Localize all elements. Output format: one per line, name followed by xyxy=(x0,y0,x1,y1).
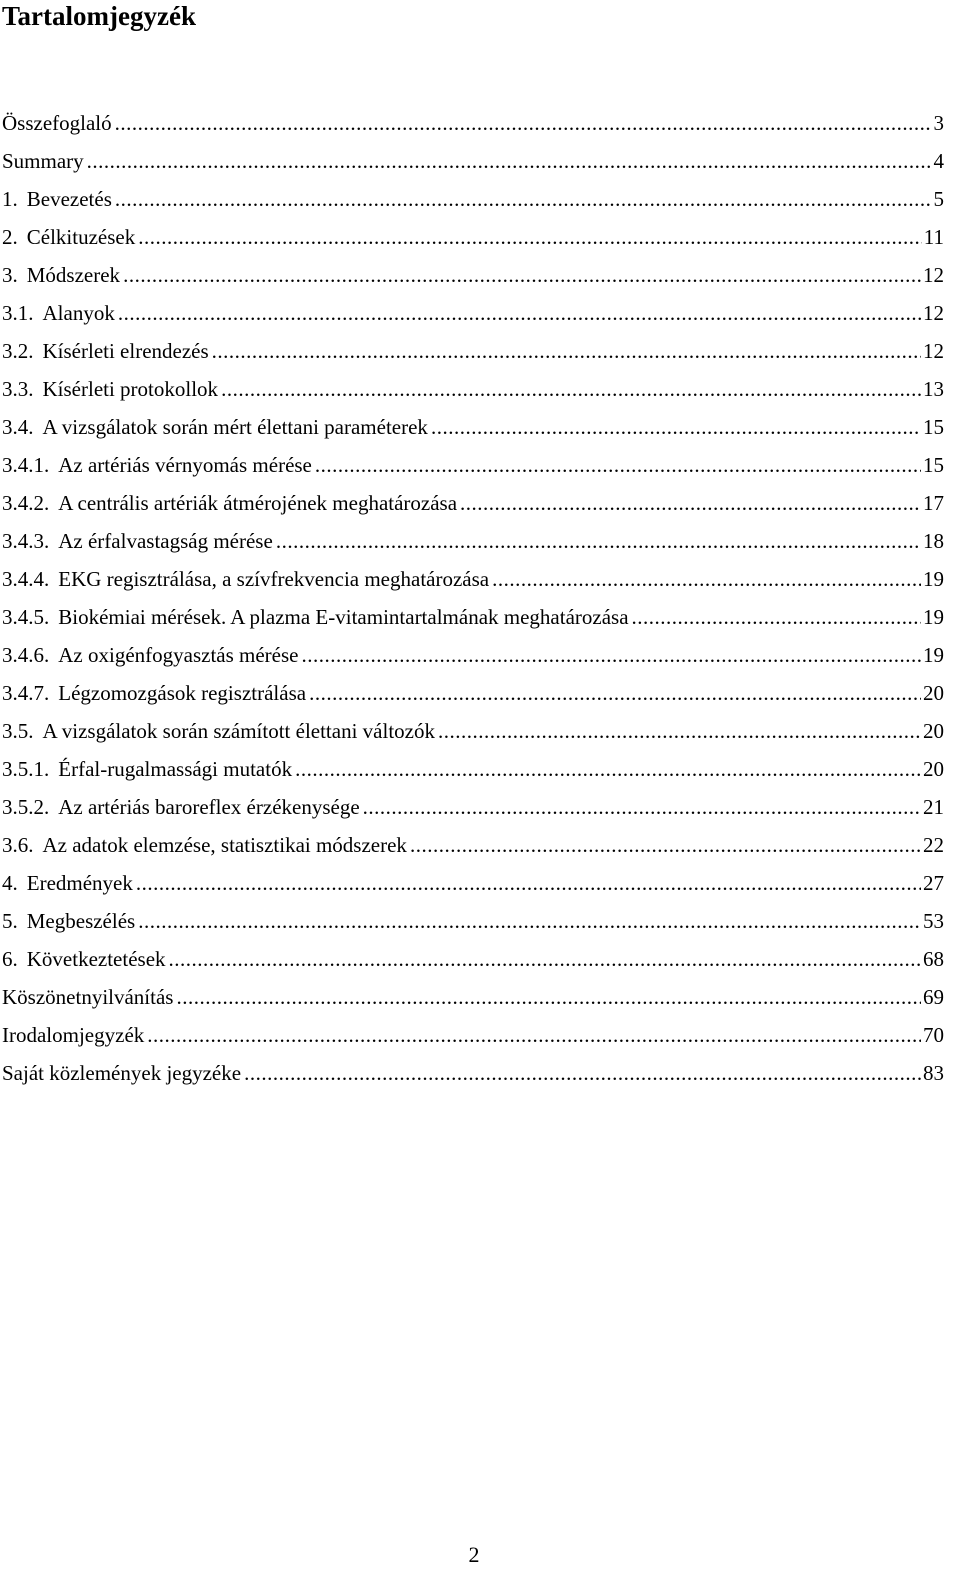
toc-entry-title: Eredmények xyxy=(26,871,133,895)
toc-entry[interactable] xyxy=(2,940,944,978)
toc-entry-number: 3.6. xyxy=(2,833,34,857)
toc-entry-page: 83 xyxy=(923,1061,944,1085)
toc-entry-number: 3.4.4. xyxy=(2,567,50,591)
toc-entry-page: 21 xyxy=(923,795,944,819)
toc-entry-label xyxy=(2,484,457,522)
toc-entry-label xyxy=(2,902,135,940)
toc-dot-leader xyxy=(431,408,921,446)
toc-entry[interactable] xyxy=(2,104,944,142)
toc-entry-page: 15 xyxy=(923,415,944,439)
toc-entry-label xyxy=(2,750,292,788)
toc-entry[interactable] xyxy=(2,712,944,750)
toc-entry-number: 3.1. xyxy=(2,301,34,325)
toc-entry-label xyxy=(2,142,84,180)
toc-entry-label xyxy=(2,218,135,256)
toc-entry[interactable] xyxy=(2,294,944,332)
toc-entry-page: 13 xyxy=(923,377,944,401)
toc-entry[interactable] xyxy=(2,978,944,1016)
toc-entry-page: 3 xyxy=(933,111,944,135)
toc-entry-label xyxy=(2,712,435,750)
toc-entry-title: Alanyok xyxy=(42,301,115,325)
toc-entry-title: Az oxigénfogyasztás mérése xyxy=(58,643,299,667)
toc-entry[interactable] xyxy=(2,788,944,826)
toc-entry-title: Summary xyxy=(2,149,84,173)
toc-dot-leader xyxy=(138,218,922,256)
toc-entry-title: Célkituzések xyxy=(26,225,136,249)
toc-entry[interactable] xyxy=(2,484,944,522)
toc-entry-page: 20 xyxy=(923,719,944,743)
toc-entry-label xyxy=(2,864,133,902)
toc-dot-leader xyxy=(309,674,921,712)
toc-entry-title: Bevezetés xyxy=(26,187,112,211)
toc-entry-title: Az érfalvastagság mérése xyxy=(58,529,273,553)
toc-entry-number: 2. xyxy=(2,225,18,249)
toc-entry[interactable] xyxy=(2,560,944,598)
toc-entry-label xyxy=(2,598,629,636)
page-number: 2 xyxy=(468,1542,480,1567)
toc-dot-leader xyxy=(460,484,921,522)
toc-entry-label xyxy=(2,332,209,370)
toc-entry-title: Módszerek xyxy=(26,263,121,287)
toc-dot-leader xyxy=(438,712,921,750)
toc-entry[interactable] xyxy=(2,636,944,674)
toc-dot-leader xyxy=(138,902,921,940)
toc-entry-title: A centrális artériák átmérojének meghatározása xyxy=(58,491,458,515)
toc-dot-leader xyxy=(302,636,922,674)
toc-dot-leader xyxy=(221,370,921,408)
toc-entry-title: Saját közlemények jegyzéke xyxy=(2,1061,242,1085)
toc-entry-page: 5 xyxy=(933,187,944,211)
toc-entry-title: Az artériás vérnyomás mérése xyxy=(58,453,312,477)
toc-entry-label xyxy=(2,636,299,674)
toc-entry-title: Légzomozgások regisztrálása xyxy=(58,681,307,705)
toc-entry-label xyxy=(2,560,489,598)
toc-dot-leader xyxy=(136,864,921,902)
toc-entry[interactable] xyxy=(2,370,944,408)
toc-entry-page: 68 xyxy=(923,947,944,971)
toc-entry[interactable] xyxy=(2,902,944,940)
toc-entry-number: 3.4.7. xyxy=(2,681,50,705)
toc-entry-label xyxy=(2,104,112,142)
toc-entry-page: 4 xyxy=(933,149,944,173)
toc-entry[interactable] xyxy=(2,826,944,864)
toc-entry[interactable] xyxy=(2,522,944,560)
toc-entry[interactable] xyxy=(2,1054,944,1092)
toc-entry-page: 19 xyxy=(923,643,944,667)
toc-entry-page: 12 xyxy=(923,263,944,287)
toc-dot-leader xyxy=(147,1016,921,1054)
toc-dot-leader xyxy=(244,1054,921,1092)
toc-entry-number: 1. xyxy=(2,187,18,211)
toc-dot-leader xyxy=(315,446,921,484)
toc-dot-leader xyxy=(276,522,921,560)
toc-entry-title: Érfal-rugalmassági mutatók xyxy=(58,757,293,781)
toc-entry-title: Irodalomjegyzék xyxy=(2,1023,145,1047)
toc-entry-number: 5. xyxy=(2,909,18,933)
toc-entry[interactable] xyxy=(2,750,944,788)
toc-dot-leader xyxy=(363,788,921,826)
toc-dot-leader xyxy=(176,978,921,1016)
toc-entry-title: Az adatok elemzése, statisztikai módszerek xyxy=(42,833,407,857)
toc-entry-page: 20 xyxy=(923,681,944,705)
toc-entry-label xyxy=(2,446,312,484)
toc-entry-number: 3.4.3. xyxy=(2,529,50,553)
toc-entry-label xyxy=(2,1016,144,1054)
toc-entry-page: 22 xyxy=(923,833,944,857)
toc-entry[interactable] xyxy=(2,218,944,256)
toc-entry-number: 4. xyxy=(2,871,18,895)
toc-entry[interactable] xyxy=(2,674,944,712)
toc-entry-number: 3.5.1. xyxy=(2,757,50,781)
toc-entry-page: 12 xyxy=(923,301,944,325)
toc-dot-leader xyxy=(115,104,932,142)
toc-dot-leader xyxy=(295,750,921,788)
toc-dot-leader xyxy=(123,256,921,294)
toc-entry-label xyxy=(2,788,360,826)
toc-entry-label xyxy=(2,408,428,446)
toc-entry-label xyxy=(2,674,306,712)
toc-entry-number: 3.4.2. xyxy=(2,491,50,515)
toc-entry-number: 3.4.6. xyxy=(2,643,50,667)
toc-entry-title: Köszönetnyilvánítás xyxy=(2,985,174,1009)
toc-entry-page: 27 xyxy=(923,871,944,895)
toc-entry-title: Következtetések xyxy=(26,947,166,971)
toc-dot-leader xyxy=(118,294,921,332)
toc-entry[interactable] xyxy=(2,332,944,370)
toc-dot-leader xyxy=(87,142,932,180)
toc-entry-number: 3.4. xyxy=(2,415,34,439)
page-title: Tartalomjegyzék xyxy=(2,1,196,31)
toc-entry-title: Kísérleti elrendezés xyxy=(42,339,209,363)
toc-dot-leader xyxy=(410,826,921,864)
toc-entry-page: 12 xyxy=(923,339,944,363)
toc-entry-title: A vizsgálatok során mért élettani paraméterek xyxy=(42,415,428,439)
toc-entry-number: 3.5.2. xyxy=(2,795,50,819)
toc-entry-number: 3.4.5. xyxy=(2,605,50,629)
toc-entry-number: 3.2. xyxy=(2,339,34,363)
toc-dot-leader xyxy=(632,598,921,636)
toc-entry[interactable] xyxy=(2,142,944,180)
toc-entry-label xyxy=(2,180,112,218)
toc-entry-title: EKG regisztrálása, a szívfrekvencia meghatározása xyxy=(58,567,490,591)
toc-entry-number: 3. xyxy=(2,263,18,287)
table-of-contents xyxy=(2,104,944,1092)
toc-dot-leader xyxy=(212,332,921,370)
toc-dot-leader xyxy=(115,180,932,218)
toc-entry-page: 17 xyxy=(923,491,944,515)
toc-entry-title: A vizsgálatok során számított élettani változók xyxy=(42,719,435,743)
toc-entry[interactable] xyxy=(2,864,944,902)
toc-entry-title: Megbeszélés xyxy=(26,909,136,933)
toc-entry-number: 3.3. xyxy=(2,377,34,401)
toc-entry[interactable] xyxy=(2,256,944,294)
toc-entry[interactable] xyxy=(2,1016,944,1054)
toc-entry-page: 19 xyxy=(923,605,944,629)
toc-entry-page: 20 xyxy=(923,757,944,781)
toc-dot-leader xyxy=(169,940,921,978)
toc-entry-label xyxy=(2,522,273,560)
toc-entry-label xyxy=(2,256,120,294)
toc-entry-number: 6. xyxy=(2,947,18,971)
toc-entry-label xyxy=(2,940,166,978)
toc-entry-label xyxy=(2,978,173,1016)
toc-entry-title: Összefoglaló xyxy=(2,111,112,135)
toc-entry-title: Az artériás baroreflex érzékenysége xyxy=(58,795,360,819)
toc-entry-page: 18 xyxy=(923,529,944,553)
toc-entry-page: 69 xyxy=(923,985,944,1009)
toc-entry-number: 3.4.1. xyxy=(2,453,50,477)
toc-entry-title: Kísérleti protokollok xyxy=(42,377,219,401)
toc-entry-label xyxy=(2,370,218,408)
toc-entry-page: 15 xyxy=(923,453,944,477)
toc-entry-title: Biokémiai mérések. A plazma E-vitamintartalmának meghatározása xyxy=(58,605,629,629)
toc-entry-number: 3.5. xyxy=(2,719,34,743)
toc-dot-leader xyxy=(492,560,921,598)
toc-entry-label xyxy=(2,1054,241,1092)
toc-entry-page: 11 xyxy=(923,225,944,249)
toc-entry-label xyxy=(2,826,407,864)
toc-entry-page: 53 xyxy=(923,909,944,933)
toc-entry[interactable] xyxy=(2,446,944,484)
toc-entry[interactable] xyxy=(2,408,944,446)
toc-entry-page: 19 xyxy=(923,567,944,591)
toc-entry-label xyxy=(2,294,115,332)
toc-entry[interactable] xyxy=(2,598,944,636)
toc-entry[interactable] xyxy=(2,180,944,218)
toc-entry-page: 70 xyxy=(923,1023,944,1047)
